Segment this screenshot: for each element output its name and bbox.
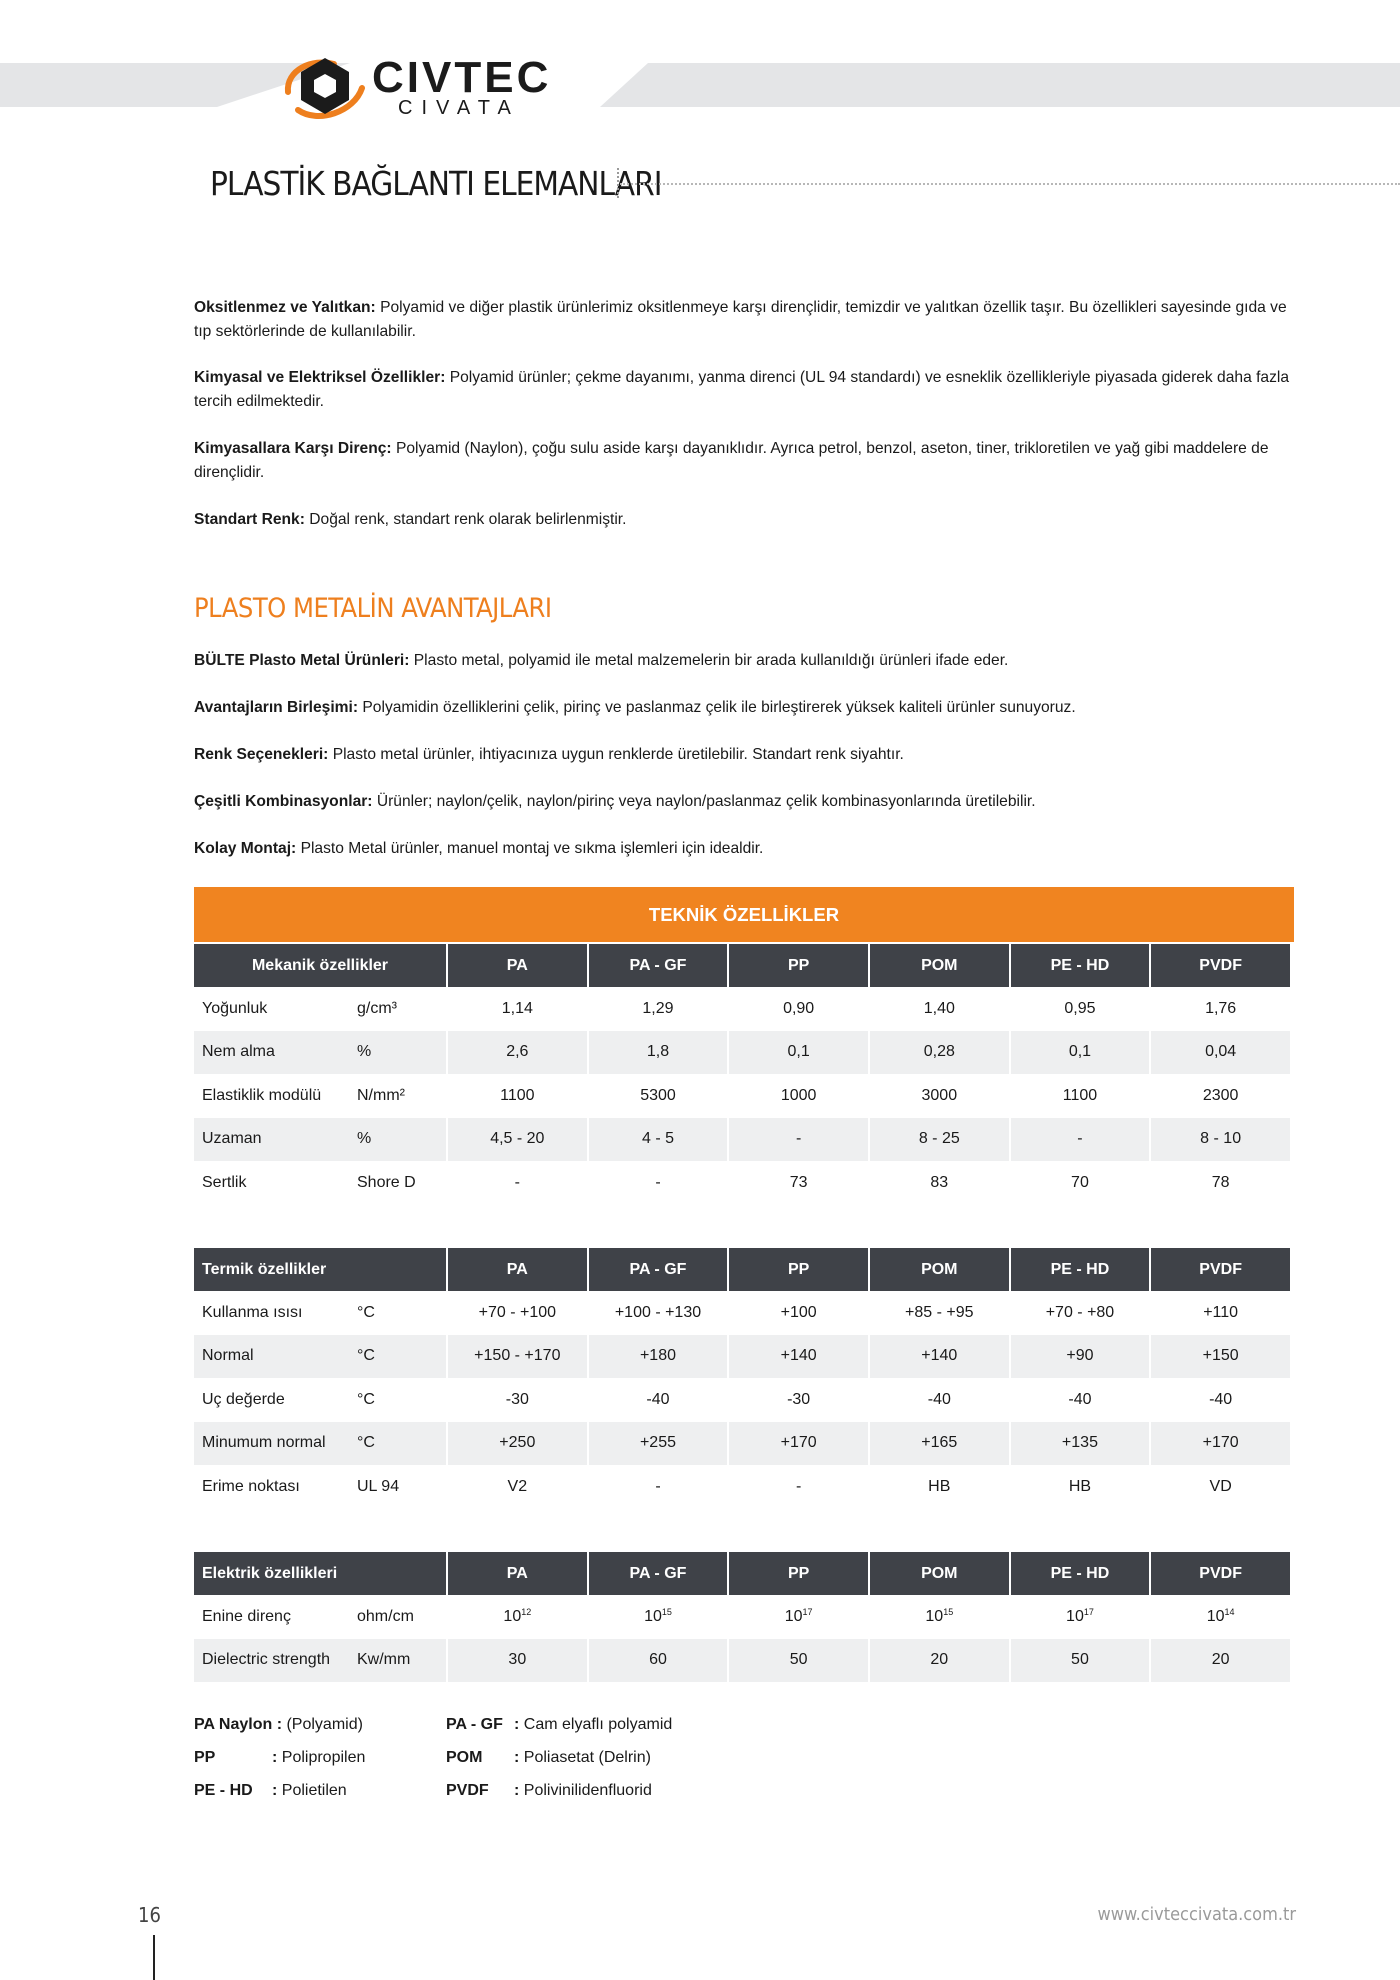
page-title: PLASTİK BAĞLANTI ELEMANLARI (210, 164, 662, 203)
column-header: POM (870, 944, 1009, 987)
advantage-text: Plasto metal ürünler, ihtiyacınıza uygun renklerde üretilebilir. Standart renk siyahtır. (328, 746, 904, 763)
table-cell: +85 - +95 (905, 1303, 974, 1321)
abbreviation-term: PA Naylon (194, 1716, 273, 1733)
abbreviation-desc: Polivinilidenfluorid (519, 1782, 652, 1799)
cell-exponent: 15 (661, 1606, 672, 1617)
abbreviation-term: PP (194, 1749, 216, 1766)
property-unit: °C (357, 1347, 375, 1365)
intro-paragraph-4 (194, 508, 1296, 532)
row-label (194, 1118, 446, 1162)
column-header: PA (448, 1552, 587, 1595)
row-label (194, 1291, 446, 1335)
table-cell: 60 (589, 1639, 728, 1683)
table-cell: 20 (1151, 1639, 1290, 1683)
intro-paragraph-3 (194, 437, 1296, 485)
table-cell: 50 (1011, 1639, 1150, 1683)
table-row (194, 1639, 1290, 1683)
column-header: PE - HD (1011, 1552, 1150, 1595)
spec-banner: TEKNİK ÖZELLİKLER (194, 887, 1294, 942)
property-name: Normal (202, 1347, 254, 1365)
row-label (194, 1422, 446, 1466)
property-name: Elastiklik modülü (202, 1086, 322, 1104)
table-cell: -40 (1209, 1390, 1233, 1408)
table-cell: 1,8 (589, 1031, 728, 1075)
property-unit: % (357, 1043, 372, 1061)
table-cell: 8 - 10 (1151, 1118, 1290, 1162)
property-unit: Kw/mm (357, 1651, 411, 1669)
table-cell: +150 - +170 (448, 1335, 587, 1379)
property-unit: °C (357, 1434, 375, 1452)
column-header: POM (870, 1248, 1009, 1291)
property-name: Minumum normal (202, 1434, 326, 1452)
brand-subtitle: CIVATA (398, 97, 520, 119)
table-cell: 2300 (1202, 1086, 1239, 1104)
abbreviation-separator: : (514, 1716, 520, 1733)
column-header: PE - HD (1011, 944, 1150, 987)
abbreviation-item (446, 1715, 672, 1735)
table-cell: HB (928, 1477, 951, 1495)
table-cell: +170 (729, 1422, 868, 1466)
hex-nut-logo-icon (282, 52, 368, 122)
abbreviation-term: POM (446, 1749, 483, 1766)
table-cell: 0,1 (729, 1031, 868, 1075)
table-cell: -40 (1068, 1390, 1092, 1408)
cell-exponent: 14 (1224, 1606, 1235, 1617)
table-header-row (194, 1552, 1290, 1595)
table-cell: 4 - 5 (589, 1118, 728, 1162)
column-header: PP (729, 944, 868, 987)
cell-base: 10 (644, 1607, 662, 1625)
page-number: 16 (138, 1903, 161, 1927)
table-cell: VD (1209, 1477, 1232, 1495)
table-row (194, 1422, 1290, 1466)
table-row (194, 1595, 1290, 1639)
row-label (194, 1639, 446, 1683)
cell-exponent: 17 (1083, 1606, 1094, 1617)
advantage-text: Plasto metal, polyamid ile metal malzemelerin bir arada kullanıldığı ürünleri ifade eder. (409, 652, 1009, 669)
advantage-text: Ürünler; naylon/çelik, naylon/pirinç veya naylon/paslanmaz çelik kombinasyonlarında üretilebilir. (372, 793, 1036, 810)
abbreviation-term: PVDF (446, 1782, 489, 1799)
table-cell: - (514, 1173, 520, 1191)
table-cell: 8 - 25 (870, 1118, 1009, 1162)
abbreviation-separator: : (276, 1716, 283, 1733)
website-link[interactable]: www.civteccivata.com.tr (1097, 1904, 1296, 1925)
table-cell: 1100 (1062, 1086, 1098, 1104)
advantage-label: Renk Seçenekleri: (194, 746, 329, 763)
table-cell: 2,6 (448, 1031, 587, 1075)
table-cell: 1,76 (1205, 999, 1237, 1017)
table-row (194, 1118, 1290, 1162)
advantage-label: BÜLTE Plasto Metal Ürünleri: (194, 652, 410, 669)
abbreviation-separator: : (272, 1749, 278, 1766)
cell-base: 10 (925, 1607, 944, 1625)
table-cell: HB (1068, 1477, 1092, 1495)
table-cell: 1,14 (501, 999, 533, 1017)
property-name: Enine direnç (202, 1607, 291, 1625)
table-cell: 3000 (921, 1086, 958, 1104)
brand-logo[interactable] (282, 52, 562, 122)
table-cell (729, 1595, 868, 1639)
table-cell: +250 (448, 1422, 587, 1466)
table-cell: 0,28 (870, 1031, 1009, 1075)
row-label (194, 1335, 446, 1379)
table-row (194, 1031, 1290, 1075)
advantage-item-5 (194, 837, 1296, 861)
property-name: Erime noktası (202, 1477, 300, 1495)
cell-exponent: 15 (943, 1606, 954, 1617)
table-cell: 1000 (780, 1086, 817, 1104)
table-cell: +110 (1203, 1303, 1239, 1321)
table-cell: -40 (927, 1390, 951, 1408)
abbreviation-desc: Polietilen (277, 1782, 347, 1799)
intro-text: Polyamid (Naylon), çoğu sulu aside karşı dayanıklıdır. Ayrıca petrol, benzol, aseton, tiner, trikloretilen ve yağ gibi maddelere de dirençlidir. (194, 440, 1269, 481)
column-header: PVDF (1151, 1248, 1290, 1291)
abbreviation-item (446, 1781, 652, 1801)
column-header: PA - GF (589, 1552, 728, 1595)
table-cell: +90 (1011, 1335, 1150, 1379)
intro-label: Standart Renk: (194, 511, 305, 528)
table-cell: 30 (448, 1639, 587, 1683)
table-cell: 1100 (500, 1086, 535, 1104)
abbreviation-separator: : (272, 1782, 278, 1799)
header-band-right (600, 63, 1400, 107)
table-cell: V2 (507, 1477, 528, 1495)
table-row (194, 1161, 1290, 1205)
table-cell (448, 1595, 587, 1639)
column-header: POM (870, 1552, 1009, 1595)
table-row (194, 1291, 1290, 1335)
column-header: PE - HD (1011, 1248, 1150, 1291)
advantages-title: PLASTO METALİN AVANTAJLARI (194, 593, 552, 624)
table-cell: - (795, 1477, 802, 1495)
table-cell: +135 (1011, 1422, 1150, 1466)
cell-base: 10 (1206, 1607, 1225, 1625)
table-cell: 1,29 (642, 999, 674, 1017)
table-cell: -30 (505, 1390, 529, 1408)
advantage-label: Çeşitli Kombinasyonlar: (194, 793, 373, 810)
table-cell: 0,90 (783, 999, 815, 1017)
row-label (194, 1465, 446, 1509)
property-name: Dielectric strength (202, 1651, 331, 1669)
table-cell: 0,95 (1064, 999, 1096, 1017)
intro-label: Kimyasallara Karşı Direnç: (194, 440, 392, 457)
table-cell: 50 (729, 1639, 868, 1683)
property-unit: g/cm³ (357, 999, 397, 1017)
cell-exponent: 17 (802, 1606, 813, 1617)
electrical-table (192, 1552, 1292, 1682)
abbreviation-separator: : (514, 1782, 520, 1799)
brand-name: CIVTEC (372, 53, 552, 102)
table-cell (589, 1595, 728, 1639)
abbreviation-item (446, 1748, 651, 1768)
table-cell: +180 (589, 1335, 728, 1379)
column-header: PA (448, 1248, 587, 1291)
abbreviation-separator: : (514, 1749, 520, 1766)
intro-text: Doğal renk, standart renk olarak belirlenmiştir. (304, 511, 627, 528)
table-row (194, 1335, 1290, 1379)
table-heading: Mekanik özellikler (194, 944, 446, 987)
table-cell: 70 (1071, 1173, 1089, 1191)
table-heading: Elektrik özellikleri (194, 1552, 446, 1595)
cell-base: 10 (503, 1607, 522, 1625)
column-header: PA - GF (589, 944, 728, 987)
table-cell: - (655, 1173, 661, 1191)
table-heading: Termik özellikler (194, 1248, 446, 1291)
table-cell: 73 (789, 1173, 808, 1191)
table-cell: +70 - +100 (478, 1303, 557, 1321)
abbreviation-item (194, 1715, 363, 1735)
cell-base: 10 (1066, 1607, 1084, 1625)
table-row (194, 1378, 1290, 1422)
property-unit: % (357, 1130, 372, 1148)
table-cell: 1,40 (923, 999, 955, 1017)
row-label (194, 1074, 446, 1118)
abbreviation-desc: (Polyamid) (282, 1716, 363, 1733)
table-cell: 0,04 (1151, 1031, 1290, 1075)
table-cell: +140 (729, 1335, 868, 1379)
table-cell: 20 (870, 1639, 1009, 1683)
column-header: PVDF (1151, 944, 1290, 987)
advantage-item-2 (194, 696, 1296, 720)
table-cell: - (1011, 1118, 1150, 1162)
property-unit: Shore D (357, 1173, 416, 1191)
table-header-row (194, 944, 1290, 987)
table-cell: 4,5 - 20 (448, 1118, 587, 1162)
row-label (194, 1161, 446, 1205)
table-cell: +70 - +80 (1045, 1303, 1115, 1321)
row-label (194, 1031, 446, 1075)
abbreviation-term: PA - GF (446, 1716, 503, 1733)
table-row (194, 1074, 1290, 1118)
table-cell: - (655, 1477, 661, 1495)
cell-base: 10 (784, 1607, 803, 1625)
table-cell (870, 1595, 1009, 1639)
property-unit: ohm/cm (357, 1607, 414, 1625)
property-name: Yoğunluk (202, 999, 268, 1017)
intro-text: Polyamid ürünler; çekme dayanımı, yanma direnci (UL 94 standardı) ve esneklik özellikleriyle piyasada giderek daha fazla tercih edilmektedir. (194, 369, 1290, 410)
table-cell: 78 (1211, 1173, 1230, 1191)
abbreviation-item (194, 1748, 365, 1768)
table-row (194, 987, 1290, 1031)
column-header: PP (729, 1552, 868, 1595)
cell-exponent: 12 (521, 1606, 532, 1617)
advantage-text: Polyamidin özelliklerini çelik, pirinç ve paslanmaz çelik ile birleştirerek yüksek kaliteli ürünler sunuyoruz. (358, 699, 1076, 716)
advantage-item-3 (194, 743, 1296, 767)
abbreviation-term: PE - HD (194, 1782, 253, 1799)
row-label (194, 1378, 446, 1422)
intro-label: Kimyasal ve Elektriksel Özellikler: (194, 369, 446, 386)
property-unit: °C (357, 1303, 375, 1321)
property-name: Sertlik (202, 1173, 247, 1191)
property-name: Uç değerde (202, 1390, 285, 1408)
table-cell: -40 (646, 1390, 670, 1408)
intro-label: Oksitlenmez ve Yalıtkan: (194, 299, 376, 316)
table-cell: +165 (870, 1422, 1009, 1466)
advantage-label: Kolay Montaj: (194, 840, 297, 857)
abbreviation-desc: Polipropilen (277, 1749, 366, 1766)
mechanical-table (192, 944, 1292, 1205)
advantage-item-1 (194, 649, 1296, 673)
table-cell: +170 (1151, 1422, 1290, 1466)
advantage-item-4 (194, 790, 1296, 814)
property-unit: UL 94 (357, 1477, 400, 1495)
intro-paragraph-2 (194, 366, 1296, 414)
table-cell (1011, 1595, 1150, 1639)
table-cell: +255 (589, 1422, 728, 1466)
column-header: PP (729, 1248, 868, 1291)
column-header: PA - GF (589, 1248, 728, 1291)
property-unit: N/mm² (357, 1086, 405, 1104)
title-divider (617, 168, 619, 198)
title-dotted-rule (620, 183, 1400, 185)
row-label (194, 987, 446, 1031)
table-cell: 83 (930, 1173, 949, 1191)
table-cell: - (729, 1118, 868, 1162)
property-name: Uzaman (202, 1130, 262, 1148)
table-cell: +100 (780, 1303, 817, 1321)
table-cell (1151, 1595, 1290, 1639)
advantage-label: Avantajların Birleşimi: (194, 699, 359, 716)
row-label (194, 1595, 446, 1639)
column-header: PVDF (1151, 1552, 1290, 1595)
property-name: Kullanma ısısı (202, 1303, 303, 1321)
thermal-table (192, 1248, 1292, 1509)
property-unit: °C (357, 1390, 375, 1408)
table-header-row (194, 1248, 1290, 1291)
column-header: PA (448, 944, 587, 987)
advantage-text: Plasto Metal ürünler, manuel montaj ve sıkma işlemleri için idealdir. (296, 840, 764, 857)
abbreviation-desc: Cam elyaflı polyamid (519, 1716, 673, 1733)
footer-rule (153, 1935, 155, 1980)
abbreviation-desc: Poliasetat (Delrin) (519, 1749, 651, 1766)
table-row (194, 1465, 1290, 1509)
table-cell: +150 (1151, 1335, 1290, 1379)
abbreviation-item (194, 1781, 347, 1801)
intro-text: Polyamid ve diğer plastik ürünlerimiz oksitlenmeye karşı dirençlidir, temizdir ve yalıtkan özellik taşır. Bu özellikleri sayesinde gıda ve tıp sektörlerinde de kullanılabilir. (194, 299, 1287, 340)
table-cell: -30 (787, 1390, 811, 1408)
table-cell: +140 (870, 1335, 1009, 1379)
property-name: Nem alma (202, 1043, 275, 1061)
table-cell: 0,1 (1011, 1031, 1150, 1075)
table-cell: +100 - +130 (614, 1303, 702, 1321)
table-cell: 5300 (640, 1086, 676, 1104)
intro-paragraph-1 (194, 296, 1296, 344)
